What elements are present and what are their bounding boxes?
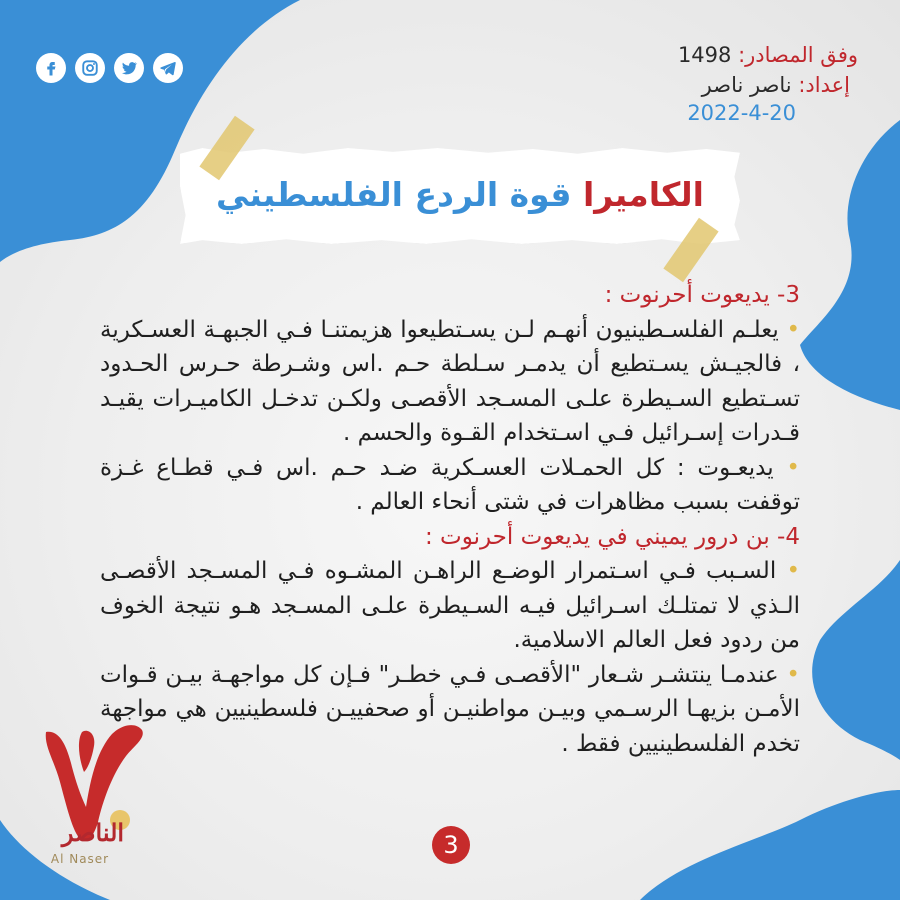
title-part-1: الكاميرا <box>582 175 704 214</box>
publish-date: 2022-4-20 <box>687 101 796 125</box>
paragraph-2 <box>100 451 800 520</box>
paragraph-1 <box>100 313 800 451</box>
twitter-icon[interactable] <box>114 53 144 83</box>
social-icons <box>36 53 183 83</box>
bullet-icon: • <box>786 316 801 343</box>
sources-line <box>598 40 858 70</box>
logo-english-text: Al Naser <box>50 852 110 866</box>
meta-info <box>598 40 858 126</box>
bullet-icon: • <box>786 558 801 584</box>
bullet-icon: • <box>786 454 800 481</box>
sources-label: وفق المصادر: <box>738 43 858 67</box>
heading-1: 3- يديعوت أحرنوت : <box>604 282 800 308</box>
bullet-icon: • <box>786 661 800 688</box>
bullet-text-1: يعلـم الفلسـطينيون أنهـم لـن يسـتطيعوا هزيمتنـا فـي الجبهـة العسـكرية ، فالجيـش يسـتطيع أن يدمـر سـلطة حـم .اس وشـرطة حـرس الحـدود تسـتطيع السـيطرة علـى المسـجد الأقصـى ولكـن تدخـل الكاميـرات يقيـد قـدرات إسـرائيل فـي اسـتخدام القـوة والحسم . <box>100 316 800 446</box>
author-line <box>598 70 858 100</box>
page-number: 3 <box>432 826 470 864</box>
bullet-text-3: السـبب فـي اسـتمرار الوضـع الراهـن المشـوه فـي المسـجد الأقصـى الـذي لا تمتلـك اسـرائيل فيـه السـيطرة علـى المسـجد هـو نتيجة الخوف من ردود فعل العالم الاسلامية. <box>100 558 800 653</box>
sources-count: 1498 <box>677 43 732 67</box>
telegram-icon[interactable] <box>153 53 183 83</box>
paragraph-3 <box>100 554 800 658</box>
author-name: ناصر ناصر <box>701 73 792 97</box>
page-title <box>180 172 740 218</box>
article-body <box>100 278 800 761</box>
title-part-2: قوة الردع الفلسطيني <box>216 175 572 214</box>
instagram-icon[interactable] <box>75 53 105 83</box>
bullet-text-4: عندمـا ينتشـر شـعار "الأقصـى فـي خطـر" فـإن كل مواجهـة بيـن قـوات الأمـن بزيهـا الرسـمي وبيـن مواطنيـن أو صحفييـن فلسطينيين هي مواجهة تخدم الفلسطينيين فقط . <box>100 661 800 757</box>
bullet-text-2: يديعـوت : كل الحمـلات العسـكرية ضـد حـم .اس فـي قطـاع غـزة توقفت بسبب مظاهرات في شتى أنحاء العالم . <box>100 454 800 515</box>
paragraph-4 <box>100 658 800 762</box>
al-naser-logo <box>38 712 158 872</box>
heading-2: 4- بن درور يميني في يديعوت أحرنوت : <box>425 523 800 550</box>
logo-arabic-text: الناصر <box>61 818 125 847</box>
author-label: إعداد: <box>798 73 850 97</box>
facebook-icon[interactable] <box>36 53 66 83</box>
